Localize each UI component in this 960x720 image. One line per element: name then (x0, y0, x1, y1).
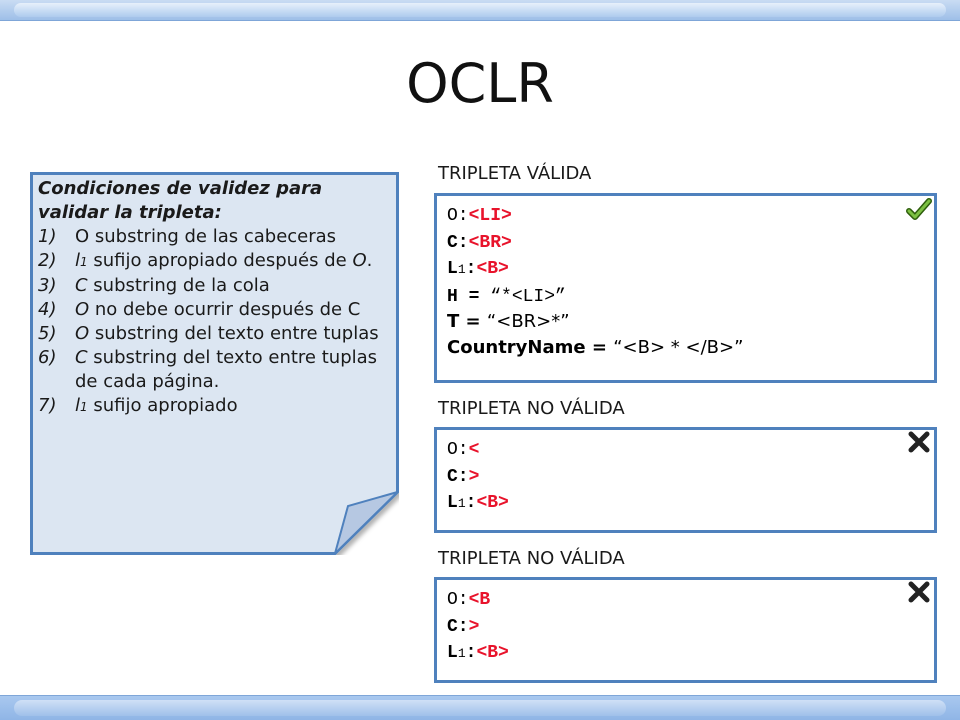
conditions-list (38, 225, 398, 419)
l-line: L1:<B> (447, 643, 509, 663)
valid-triplet-box (434, 193, 937, 383)
condition-item (38, 225, 398, 249)
condition-number: 5) (38, 323, 57, 344)
valid-triplet-label: TRIPLETA VÁLIDA (438, 163, 592, 184)
condition-number: 2) (38, 250, 57, 271)
invalid-triplet-1-box (434, 427, 937, 533)
condition-item (38, 394, 398, 419)
c-line: C:> (447, 466, 480, 487)
invalid-triplet-1-label: TRIPLETA NO VÁLIDA (438, 398, 625, 419)
condition-number: 3) (38, 275, 57, 296)
condition-number: 7) (38, 395, 57, 416)
cross-icon (906, 430, 932, 454)
condition-text: l1 sufijo apropiado (75, 395, 238, 416)
condition-text: O no debe ocurrir después de C (75, 299, 361, 320)
condition-number: 4) (38, 299, 57, 320)
c-line: C:<BR> (447, 232, 512, 253)
t-line: T = “<BR>*” (447, 311, 570, 332)
condition-text: l1 sufijo apropiado después de O. (75, 250, 373, 271)
conditions-heading: Condiciones de validez para validar la tripleta: (38, 178, 323, 223)
c-line: C:> (447, 616, 480, 637)
condition-number: 6) (38, 347, 57, 368)
h-line: H = “*<LI>” (447, 286, 566, 307)
o-line: O:<LI> (447, 206, 512, 226)
l-line: L1:<B> (447, 493, 509, 513)
check-icon (906, 198, 932, 222)
condition-text: C substring del texto entre tuplas de cada página. (75, 347, 378, 392)
invalid-triplet-2-box (434, 577, 937, 683)
slide-title: OCLR (406, 52, 554, 115)
cross-icon (906, 580, 932, 604)
condition-text: O substring del texto entre tuplas (75, 323, 379, 344)
bottom-decoration-bar (0, 695, 960, 720)
condition-number: 1) (38, 226, 57, 247)
condition-item (38, 249, 398, 274)
o-line: O:< (447, 440, 480, 460)
top-decoration-bar (0, 0, 960, 21)
condition-item (38, 298, 398, 322)
l-line: L1:<B> (447, 259, 509, 279)
condition-item (38, 346, 398, 394)
condition-item (38, 322, 398, 346)
condition-text: O substring de las cabeceras (75, 226, 337, 247)
invalid-triplet-2-label: TRIPLETA NO VÁLIDA (438, 548, 625, 569)
countryname-line: CountryName = “<B> * </B>” (447, 336, 744, 358)
condition-item (38, 274, 398, 298)
condition-text: C substring de la cola (75, 275, 270, 296)
o-line: O:<B (447, 590, 491, 610)
conditions-text (38, 177, 398, 419)
